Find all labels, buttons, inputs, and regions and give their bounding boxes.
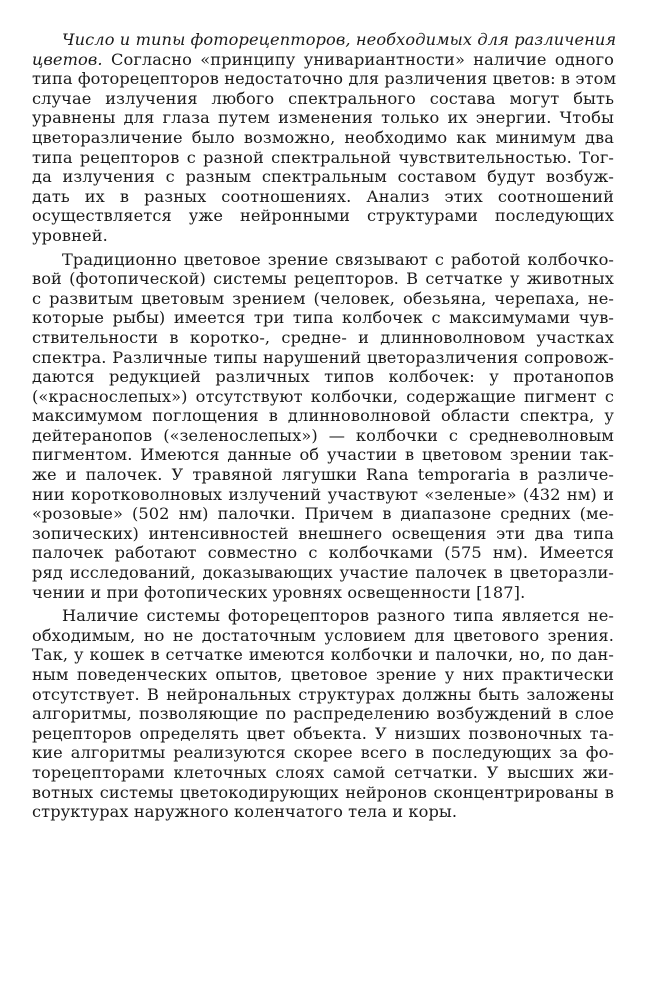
text-line (32, 543, 614, 563)
text-line (32, 583, 614, 603)
text-line (32, 763, 614, 783)
italic-heading: цветов. (32, 49, 103, 69)
text-line (32, 108, 614, 128)
paragraph (32, 606, 614, 822)
line-text: Согласно «принципу унивариантности» наличие одного (102, 49, 614, 69)
text-line (32, 465, 614, 485)
line-text: спектра. Различные типы нарушений цветоразличения сопровож- (32, 347, 614, 367)
paragraph (32, 30, 617, 246)
line-text: ным поведенческих опытов, цветовое зрение у них практически (32, 665, 614, 684)
text-line (32, 724, 614, 744)
text-line (32, 69, 617, 89)
line-text: да излучения с разным спектральным составом будут возбуж- (32, 167, 614, 187)
line-text: типа фоторецепторов недостаточно для различения цветов: в этом (32, 69, 617, 89)
text-line (32, 30, 617, 50)
line-text: обходимым, но не достаточным условием для цветового зрения. (32, 625, 614, 645)
line-text: вой (фотопической) системы рецепторов. В сетчатке у животных (32, 269, 614, 289)
line-text: зопических) интенсивностей внешнего освещения эти два типа (32, 523, 614, 543)
line-text: («краснослепых») отсутствуют колбочки, содержащие пигмент с (32, 386, 614, 406)
text-line (32, 504, 614, 524)
line-text: же и палочек. У травяной лягушки Rana temporaria в различе- (32, 465, 614, 485)
text-line (32, 743, 614, 763)
line-text: Традиционно цветовое зрение связывают с работой колбочко- (62, 249, 614, 269)
line-text: структурах наружного коленчатого тела и коры. (32, 802, 458, 822)
line-text: с развитым цветовым зрением (человек, обезьяна, черепаха, не- (32, 288, 614, 308)
line-text: кие алгоритмы реализуются скорее всего в последующих за фо- (32, 743, 614, 763)
line-text: чении и при фотопических уровнях освещенности [187]. (32, 582, 526, 602)
line-text: Наличие системы фоторецепторов разного типа является не- (62, 606, 614, 626)
line-text: которые рыбы) имеется три типа колбочек с максимумами чув- (32, 308, 614, 328)
line-text: максимумом поглощения в длинноволновой области спектра, у (32, 406, 614, 426)
line-text: вотных системы цветокодирующих нейронов сконцентрированы в (32, 782, 614, 802)
line-text: «розовые» (502 нм) палочки. Причем в диапазоне средних (ме- (32, 504, 614, 524)
line-text: цветоразличение было возможно, необходимо как минимум два (32, 127, 614, 147)
line-text: уровней. (32, 225, 108, 245)
line-text: ряд исследований, доказывающих участие палочек в цветоразли- (32, 563, 614, 583)
text-line (32, 626, 614, 646)
text-line (32, 367, 614, 387)
line-text: алгоритмы, позволяющие по распределению возбуждений в слое (32, 704, 614, 724)
text-line (32, 206, 614, 226)
line-text: рецепторов определять цвет объекта. У низших позвоночных та- (32, 723, 614, 743)
line-text: нии коротковолновых излучений участвуют «зеленые» (432 нм) и (32, 484, 614, 504)
text-line (32, 328, 614, 348)
text-line (32, 387, 614, 407)
text-line (32, 187, 614, 207)
text-line (32, 704, 614, 724)
line-text: Так, у кошек в сетчатке имеются колбочки и палочки, но, по дан- (32, 645, 614, 665)
text-line (32, 783, 614, 803)
italic-heading: Число и типы фоторецепторов, необходимых для различения (62, 30, 617, 49)
text-line (32, 563, 614, 583)
text-line (32, 269, 614, 289)
page-text (32, 30, 617, 826)
text-line (32, 250, 614, 270)
line-text: торецепторами клеточных слоях самой сетчатки. У высших жи- (32, 762, 614, 782)
text-line (32, 50, 614, 70)
text-line (32, 645, 614, 665)
text-line (32, 89, 614, 109)
text-line (32, 148, 614, 168)
line-text: случае излучения любого спектрального состава могут быть (32, 88, 614, 108)
line-text: типа рецепторов с разной спектральной чувствительностью. Тог- (32, 147, 614, 167)
text-line (32, 226, 614, 246)
text-line (32, 445, 614, 465)
text-line (32, 289, 614, 309)
line-text: дейтеранопов («зеленослепых») — колбочки с средневолновым (32, 425, 614, 445)
text-line (32, 665, 614, 685)
line-text: ствительности в коротко-, средне- и длинноволновом участках (32, 327, 614, 347)
text-line (32, 485, 614, 505)
text-line (32, 802, 614, 822)
line-text: палочек работают совместно с колбочками (575 нм). Имеется (32, 543, 614, 563)
line-text: дать их в разных соотношениях. Анализ этих соотношений (32, 186, 614, 206)
line-text: пигментом. Имеются данные об участии в цветовом зрении так- (32, 445, 614, 465)
line-text: даются редукцией различных типов колбочек: у протанопов (32, 367, 614, 387)
text-line (32, 524, 614, 544)
text-line (32, 128, 614, 148)
text-line (32, 308, 614, 328)
line-text: отсутствует. В нейрональных структурах должны быть заложены (32, 684, 614, 704)
text-line (32, 685, 614, 705)
text-line (32, 426, 614, 446)
text-line (32, 406, 614, 426)
paragraph (32, 250, 614, 603)
line-text: осуществляется уже нейронными структурами последующих (32, 206, 614, 226)
text-line (32, 167, 614, 187)
text-line (32, 348, 614, 368)
text-line (32, 606, 614, 626)
line-text: уравнены для глаза путем изменения только их энергии. Чтобы (32, 108, 614, 128)
